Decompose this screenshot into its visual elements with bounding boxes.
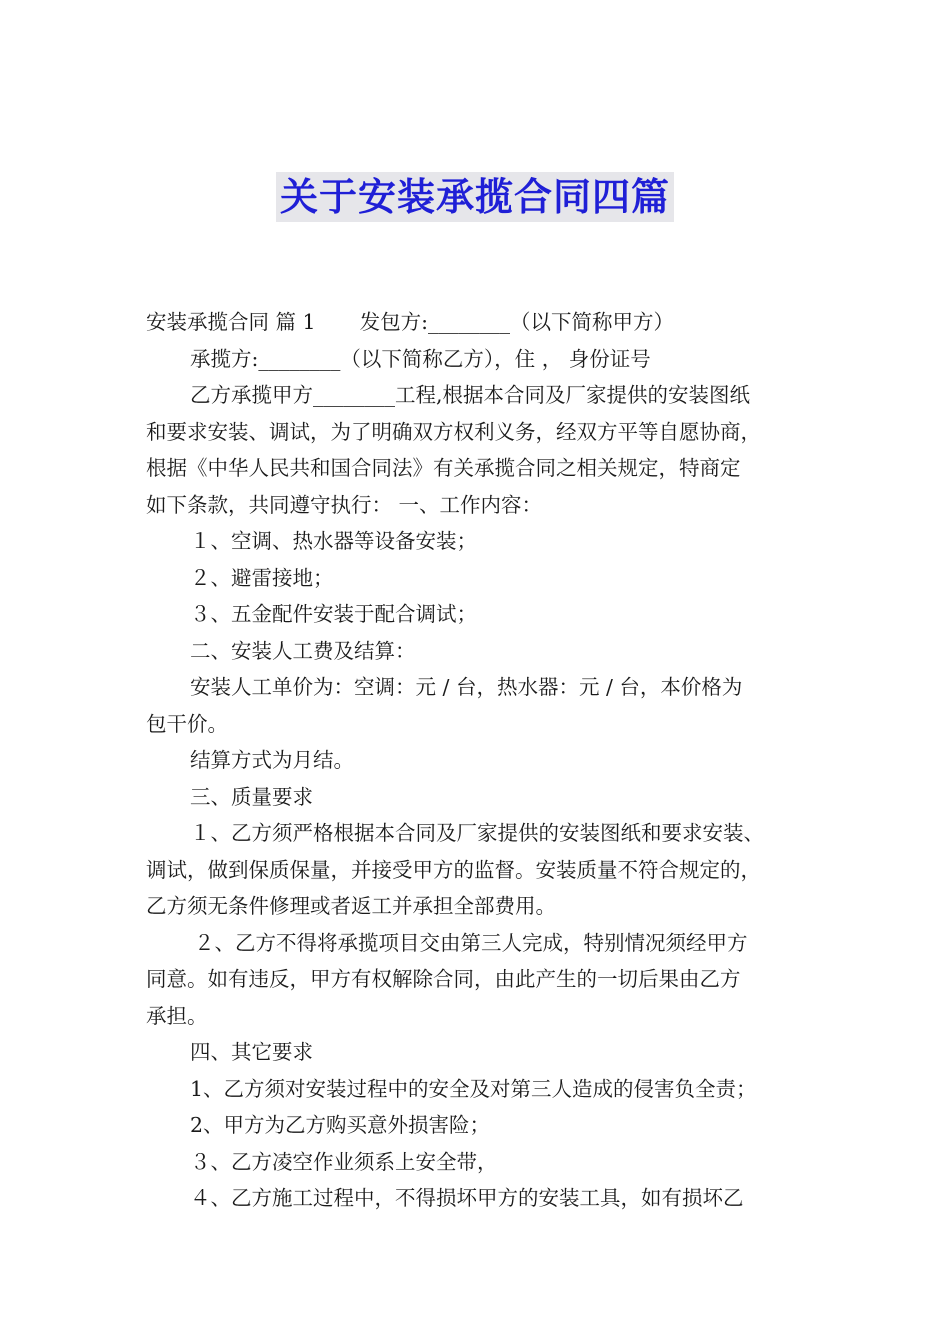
section-heading: 四、其它要求	[190, 1040, 313, 1064]
list-item: 1、乙方须对安装过程中的安全及对第三人造成的侵害负全责；	[190, 1076, 757, 1101]
paragraph-line	[146, 341, 810, 378]
paragraph-line: 根据《中华人民共和国合同法》有关承揽合同之相关规定，特商定	[146, 456, 741, 480]
text: 乙方承揽甲方	[190, 383, 313, 407]
blank-line: ________	[428, 310, 510, 334]
paragraph-line	[146, 304, 810, 341]
section-heading: 三、质量要求	[190, 784, 313, 809]
text: 工程,根据本合同及厂家提供的安装图纸	[395, 383, 751, 407]
paragraph-line: 和要求安装、调试，为了明确双方权利义务，经双方平等自愿协商，	[146, 419, 761, 444]
section-heading: 二、安装人工费及结算：	[190, 638, 416, 663]
list-item: ２、乙方不得将承揽项目交由第三人完成，特别情况须经甲方	[194, 930, 748, 955]
party-a-note: （以下简称甲方）	[510, 310, 674, 334]
list-item: ２、避雷接地；	[190, 565, 334, 590]
paragraph-line: 承担。	[146, 1003, 208, 1028]
paragraph-line: 同意。如有违反，甲方有权解除合同，由此产生的一切后果由乙方	[146, 967, 741, 991]
paragraph-line: 包干价。	[146, 711, 228, 736]
paragraph-line: 结算方式为月结。	[190, 748, 354, 772]
list-item: 2、甲方为乙方购买意外损害险；	[190, 1113, 491, 1137]
contract-heading: 安装承揽合同 篇 1	[146, 310, 316, 334]
list-item: １、空调、热水器等设备安装；	[190, 529, 477, 553]
party-b-note: （以下简称乙方），住 ， 身份证号	[340, 346, 651, 371]
paragraph-line: 乙方须无条件修理或者返工并承担全部费用。	[146, 894, 556, 918]
party-a-label: 发包方:	[359, 310, 428, 334]
paragraph-line: 如下条款，共同遵守执行： 一、工作内容：	[146, 492, 543, 517]
document-body	[146, 304, 810, 1217]
party-b-label: 承揽方:	[190, 346, 259, 371]
list-item: ３、乙方凌空作业须系上安全带，	[190, 1149, 498, 1174]
blank-line: ________	[313, 383, 395, 407]
paragraph-line	[146, 377, 810, 414]
title-wrap	[0, 172, 950, 222]
blank-line: ________	[258, 346, 341, 371]
list-item: １、乙方须严格根据本合同及厂家提供的安装图纸和要求安装、	[190, 821, 764, 845]
paragraph-line: 调试，做到保质保量，并接受甲方的监督。安装质量不符合规定的，	[146, 857, 761, 882]
document-title: 关于安装承揽合同四篇	[276, 172, 674, 222]
paragraph-line: 安装人工单价为：空调：元 / 台，热水器：元 / 台，本价格为	[190, 675, 743, 699]
list-item: ４、乙方施工过程中，不得损坏甲方的安装工具，如有损坏乙	[190, 1186, 744, 1210]
list-item: ３、五金配件安装于配合调试；	[190, 602, 477, 626]
